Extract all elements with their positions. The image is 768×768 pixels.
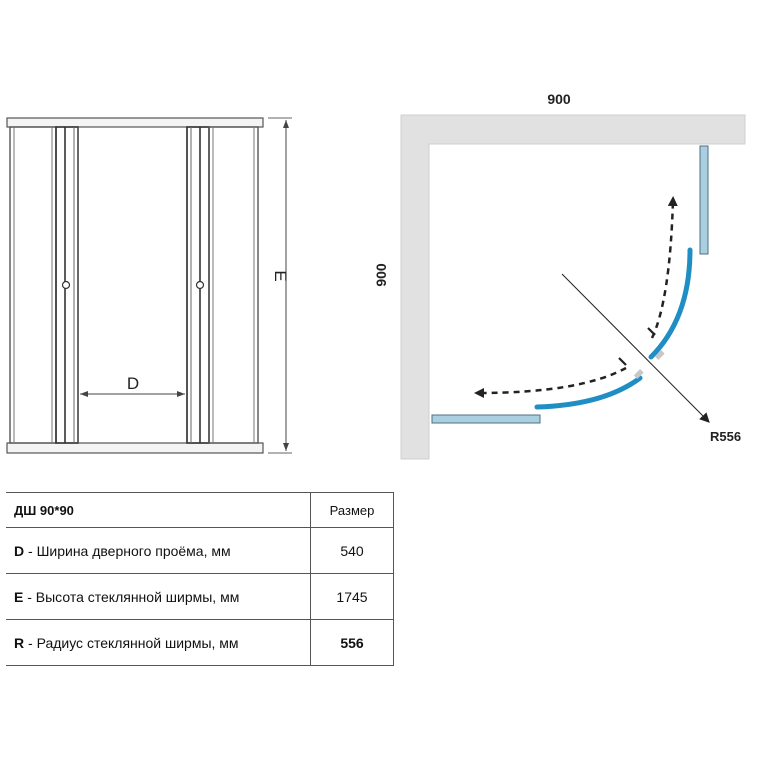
param-value: 540 xyxy=(311,528,394,574)
table-row xyxy=(6,574,394,620)
right-fixed-glass xyxy=(700,146,708,254)
plan-width-label: 900 xyxy=(547,91,571,107)
spec-table xyxy=(6,492,394,666)
param-letter: D xyxy=(14,542,25,559)
radius-label: R556 xyxy=(710,429,742,444)
param-letter: E xyxy=(14,588,24,605)
right-fixed-panel xyxy=(209,127,258,443)
left-fixed-panel xyxy=(10,127,56,443)
upper-door-open-arrow xyxy=(652,200,673,338)
dimension-e-label: E xyxy=(271,270,290,282)
curved-door-lower xyxy=(537,378,640,407)
table-row xyxy=(6,620,394,666)
dimension-d xyxy=(80,374,185,397)
param-letter: R xyxy=(14,634,25,651)
dimension-d-label: D xyxy=(126,374,140,393)
left-door-handle-icon xyxy=(63,282,70,289)
table-model-name: ДШ 90*90 xyxy=(6,493,311,528)
right-door-handle-icon xyxy=(197,282,204,289)
corner-walls xyxy=(401,115,745,459)
lower-door-handle-icon xyxy=(619,358,626,365)
dimension-e xyxy=(268,118,292,453)
param-description: - Ширина дверного проёма, мм xyxy=(24,542,231,559)
plan-view-drawing xyxy=(360,80,760,470)
param-value: 556 xyxy=(311,620,394,666)
lower-door-open-arrow xyxy=(478,368,626,393)
table-header-row xyxy=(6,493,394,528)
bottom-rail xyxy=(7,443,263,453)
front-elevation-drawing xyxy=(0,0,300,470)
param-description: - Высота стеклянной ширмы, мм xyxy=(23,588,240,605)
top-rail xyxy=(7,118,263,127)
bottom-fixed-glass xyxy=(432,415,540,423)
table-size-header: Размер xyxy=(311,493,394,528)
param-description: - Радиус стеклянной ширмы, мм xyxy=(24,634,239,651)
plan-depth-label: 900 xyxy=(373,263,389,287)
curved-door-upper xyxy=(651,250,690,357)
param-value: 1745 xyxy=(311,574,394,620)
table-row xyxy=(6,528,394,574)
